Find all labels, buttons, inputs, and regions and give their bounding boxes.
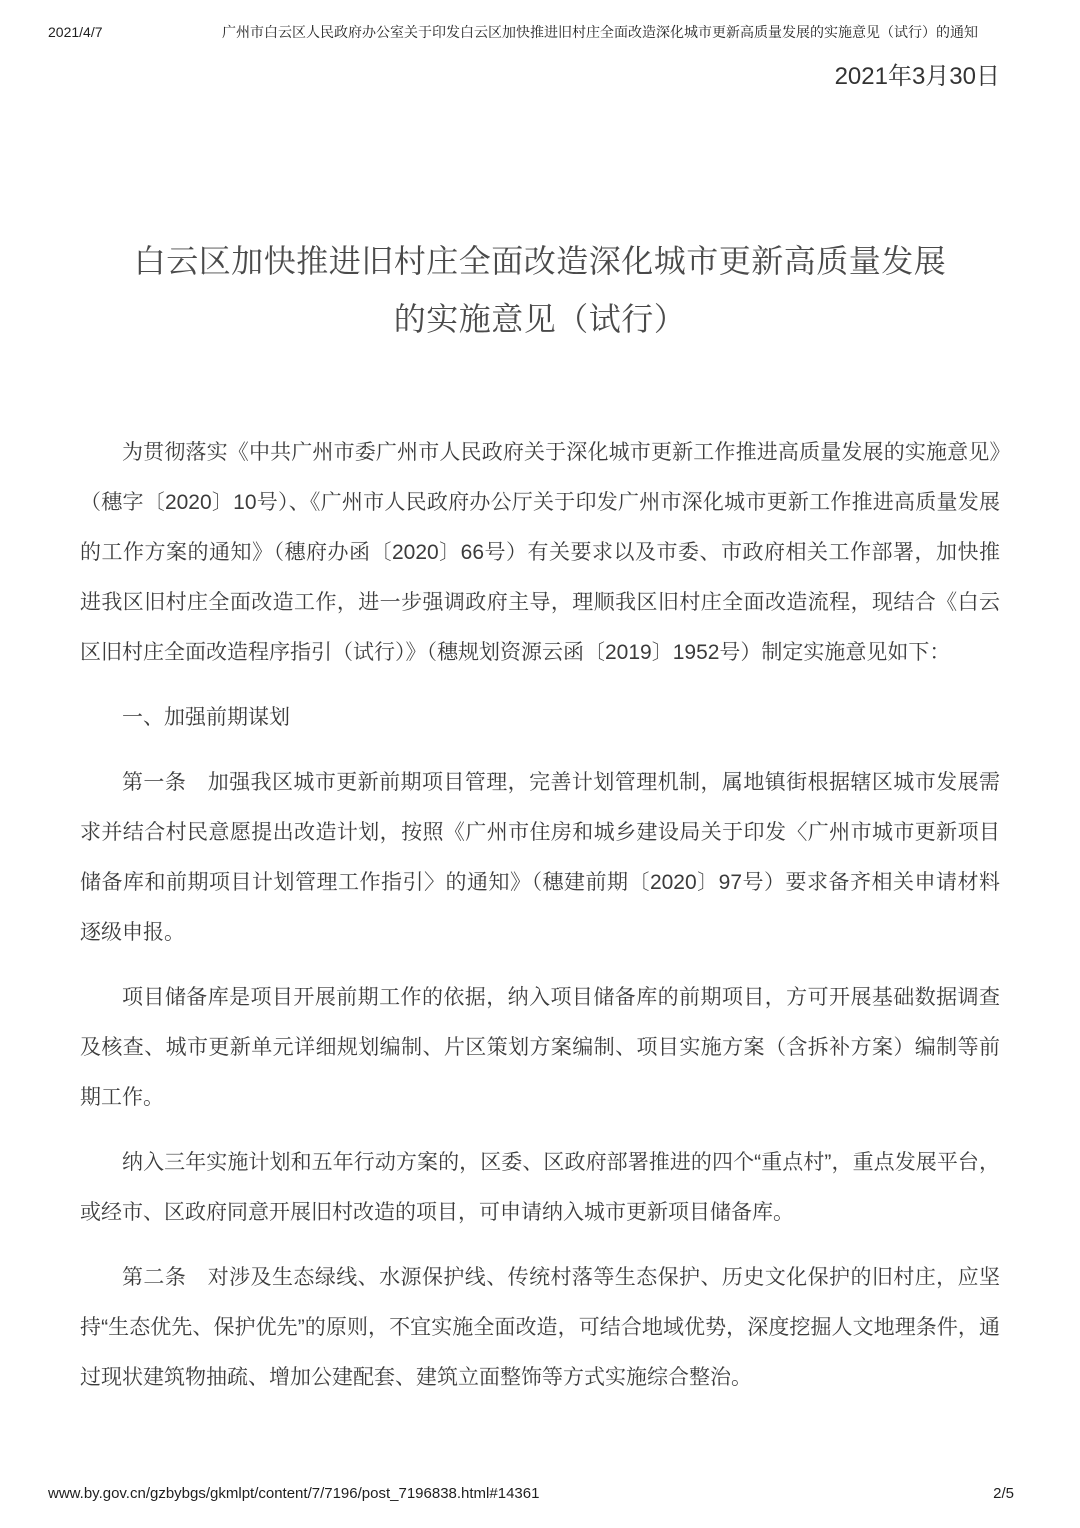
print-date-stamp: 2021/4/7 <box>48 24 103 40</box>
publish-date: 2021年3月30日 <box>834 63 1000 90</box>
footer-url: www.by.gov.cn/gzbybgs/gkmlpt/content/7/7196/post_7196838.html#14361 <box>48 1485 540 1502</box>
section-heading-1: 一、加强前期谋划 <box>122 706 290 729</box>
document-body <box>80 428 1000 1418</box>
paragraph-article-1: 第一条 加强我区城市更新前期项目管理，完善计划管理机制，属地镇街根据辖区城市发展需求并结合村民意愿提出改造计划，按照《广州市住房和城乡建设局关于印发〈广州市城市更新项目储备库和前期项目计划管理工作指引〉的通知》（穗建前期〔2020〕97号）要求备齐相关申请材料逐级申报。 <box>80 771 1000 944</box>
paragraph-reserve-library: 项目储备库是项目开展前期工作的依据，纳入项目储备库的前期项目，方可开展基础数据调查及核查、城市更新单元详细规划编制、片区策划方案编制、项目实施方案（含拆补方案）编制等前期工作。 <box>80 986 1000 1109</box>
paragraph-intro: 为贯彻落实《中共广州市委广州市人民政府关于深化城市更新工作推进高质量发展的实施意见》（穗字〔2020〕10号）、《广州市人民政府办公厅关于印发广州市深化城市更新工作推进高质量发展的工作方案的通知》（穗府办函〔2020〕66号）有关要求以及市委、市政府相关工作部署，加快推进我区旧村庄全面改造工作，进一步强调政府主导，理顺我区旧村庄全面改造流程，现结合《白云区旧村庄全面改造程序指引（试行）》（穗规划资源云函〔2019〕1952号）制定实施意见如下： <box>80 441 1000 664</box>
document-title: 白云区加快推进旧村庄全面改造深化城市更新高质量发展的实施意见（试行） <box>133 243 947 337</box>
print-header <box>48 22 1032 42</box>
paragraph-article-2: 第二条 对涉及生态绿线、水源保护线、传统村落等生态保护、历史文化保护的旧村庄，应坚持“生态优先、保护优先”的原则，不宜实施全面改造，可结合地域优势，深度挖掘人文地理条件，通过现状建筑物抽疏、增加公建配套、建筑立面整饰等方式实施综合整治。 <box>80 1266 1000 1389</box>
print-header-title: 广州市白云区人民政府办公室关于印发白云区加快推进旧村庄全面改造深化城市更新高质量发展的实施意见（试行）的通知 <box>222 24 978 40</box>
paragraph-plans-projects: 纳入三年实施计划和五年行动方案的，区委、区政府部署推进的四个“重点村”，重点发展平台，或经市、区政府同意开展旧村改造的项目，可申请纳入城市更新项目储备库。 <box>80 1151 1000 1224</box>
page-indicator: 2/5 <box>993 1485 1014 1502</box>
print-footer <box>48 1484 1014 1504</box>
